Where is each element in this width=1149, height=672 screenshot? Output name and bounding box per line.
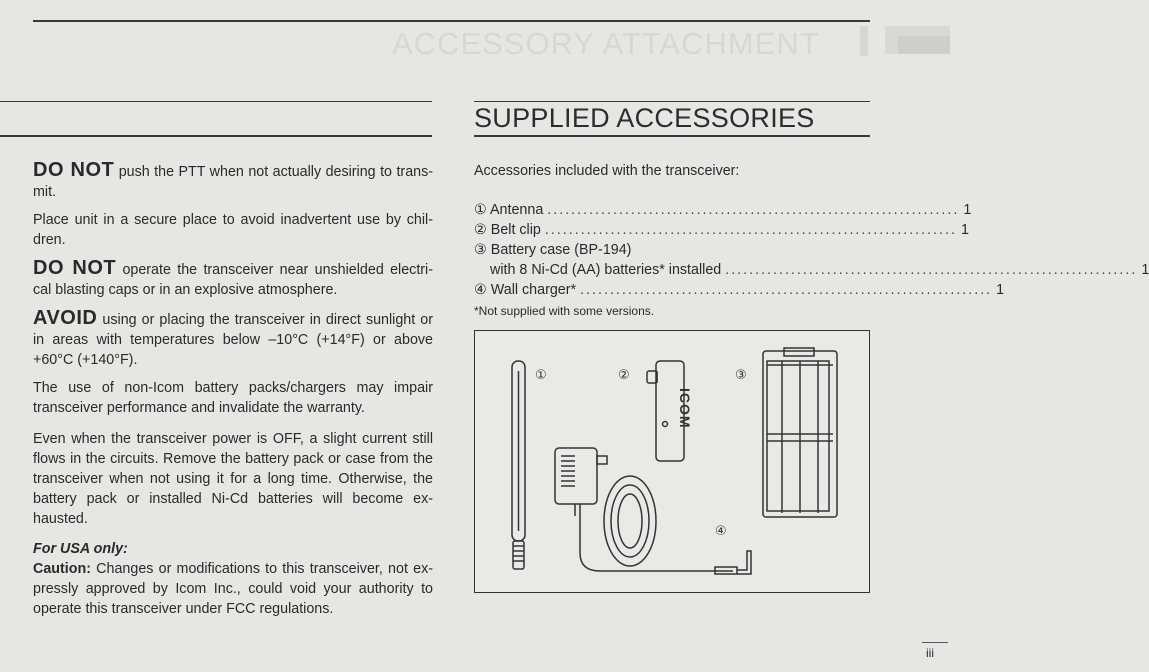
item-qty: 1 (1141, 262, 1149, 278)
item-label: ③ Battery case (BP-194) (474, 242, 632, 258)
marker-4: ④ (715, 524, 727, 539)
item-qty: 1 (996, 282, 1005, 298)
marker-2: ② (618, 368, 630, 383)
precaution-blasting-caps: DO NOT operate the transceiver near unshielded electri-cal blasting caps or in an explosive atmosphere. (33, 257, 433, 298)
left-header-rule-top (0, 101, 432, 102)
accessories-illustration (474, 330, 870, 593)
footnote: *Not supplied with some versions. (474, 304, 655, 318)
caution-label: Caution: (33, 561, 91, 577)
icom-logo: ICOM (677, 388, 693, 429)
item-label: ④ Wall charger* (474, 282, 577, 298)
item-label: with 8 Ni-Cd (AA) batteries* installed (490, 262, 722, 278)
right-header-rule-bottom (474, 135, 870, 137)
list-item (474, 242, 869, 258)
marker-1: ① (535, 368, 547, 383)
ghost-section-tab-inner (898, 36, 950, 54)
section-title: SUPPLIED ACCESSORIES (474, 103, 815, 133)
right-header-rule-top (474, 101, 870, 102)
item-qty: 1 (960, 222, 969, 238)
ghost-header-title: ACCESSORY ATTACHMENT (392, 26, 820, 61)
do-not-label: DO NOT (33, 257, 117, 279)
accessories-drawing (475, 331, 871, 594)
ghost-header-bar (860, 26, 868, 56)
leader-dots: ..................................................................... (544, 222, 957, 238)
list-item (490, 262, 1149, 278)
fcc-caution: Caution: Changes or modifications to this transceiver, not ex-pressly approved by Icom Inc., could void your authority to operate this transceiver under FCC regulations. (33, 561, 433, 617)
list-item (474, 202, 972, 218)
item-label: ① Antenna (474, 202, 544, 218)
list-item (474, 222, 969, 238)
antenna-drawing (512, 361, 525, 569)
battery-case-drawing (763, 348, 837, 517)
leader-dots: ..................................................................... (725, 262, 1138, 278)
item-label: ② Belt clip (474, 222, 541, 238)
item-qty: 1 (963, 202, 972, 218)
precaution-secure-place: Place unit in a secure place to avoid inadvertent use by chil-dren. (33, 212, 433, 248)
do-not-label: DO NOT (33, 159, 115, 181)
leader-dots: ..................................................................... (547, 202, 960, 218)
usa-only-heading: For USA only: (33, 541, 128, 557)
left-header-rule-bottom (0, 135, 432, 137)
precaution-non-icom-battery: The use of non-Icom battery packs/chargers may impair transceiver performance and invalidate the warranty. (33, 380, 433, 416)
accessories-intro: Accessories included with the transceiver: (474, 163, 740, 179)
avoid-label: AVOID (33, 307, 98, 329)
precaution-power-off-current: Even when the transceiver power is OFF, a slight current still flows in the circuits. Remove the battery pack or case from the transceiver when not using it for a long time. Otherwise, the battery pack or installed Ni-Cd batteries will become ex-hausted. (33, 431, 433, 527)
wall-charger-drawing (555, 448, 751, 574)
page-number: iii (926, 646, 934, 660)
precaution-temperature: AVOID using or placing the transceiver in direct sunlight or in areas with temperatures below –10°C (+14°F) or above +60°C (+140°F). (33, 307, 433, 368)
top-rule (33, 20, 870, 22)
page-number-rule (922, 642, 948, 643)
precaution-ptt: DO NOT push the PTT when not actually desiring to trans-mit. (33, 159, 434, 200)
leader-dots: ..................................................................... (580, 282, 993, 298)
list-item (474, 282, 1005, 298)
marker-3: ③ (735, 368, 747, 383)
